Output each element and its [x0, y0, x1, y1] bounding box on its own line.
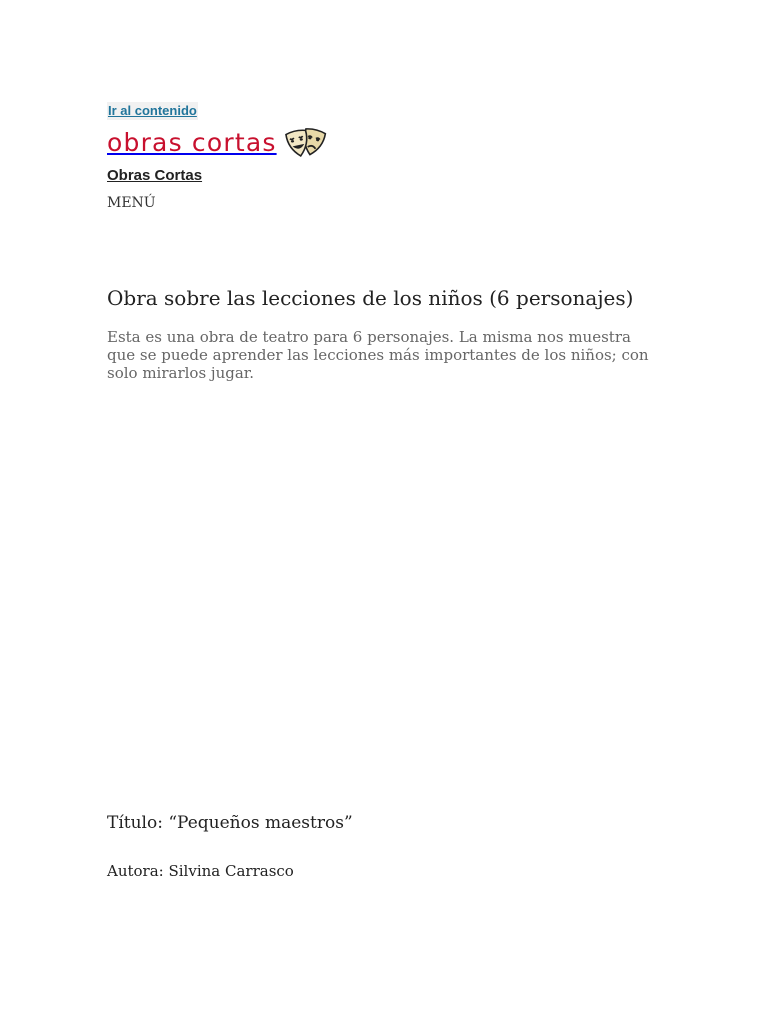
theater-masks-icon [285, 127, 327, 159]
site-logo[interactable] [107, 126, 327, 160]
menu-toggle-button[interactable]: MENÚ [107, 195, 156, 211]
article-title: Obra sobre las lecciones de los niños (6 personajes) [107, 286, 634, 310]
play-title: Título: “Pequeños maestros” [107, 813, 353, 833]
play-author: Autora: Silvina Carrasco [107, 862, 294, 880]
site-title-link[interactable]: Obras Cortas [107, 167, 203, 184]
logo-text: obras cortas [107, 128, 277, 157]
article-excerpt: Esta es una obra de teatro para 6 personajes. La misma nos muestra que se puede aprender las lecciones más importantes de los niños; con solo mirarlos jugar. [107, 328, 649, 382]
ad-placeholder [107, 400, 662, 790]
skip-to-content-link[interactable]: Ir al contenido [108, 103, 197, 118]
